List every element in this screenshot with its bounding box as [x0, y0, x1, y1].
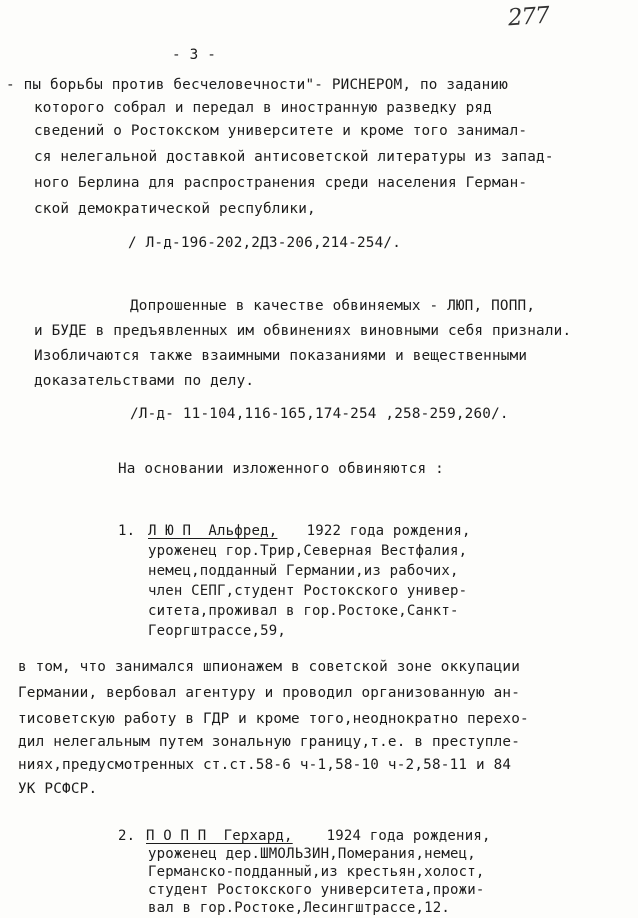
paragraph1-line: сведений о Ростокском университете и кроме того занимал- [34, 123, 528, 139]
paragraph1-line: - пы борьбы против бесчеловечности"- РИСНЕРОМ, по заданию [6, 77, 509, 93]
charge-line: Германии, вербовал агентуру и проводил организованную ан- [18, 685, 521, 701]
accused-detail-line: уроженец дер.ШМОЛЬЗИН,Померания,немец, [148, 846, 476, 862]
accused-detail-line: немец,подданный Германии,из рабочих, [148, 563, 459, 579]
charge-heading: На основании изложенного обвиняются : [118, 461, 444, 477]
accused-detail-line: уроженец гор.Трир,Северная Вестфалия, [148, 543, 468, 559]
charge-line: в том, что занимался шпионажем в советской зоне оккупации [18, 659, 521, 675]
accused-detail-line: Германско-подданный,из крестьян,холост, [148, 864, 485, 880]
paragraph1-line: ного Берлина для распространения среди населения Герман- [34, 175, 528, 191]
accused-detail-line: вал в гор.Ростоке,Лесингштрассе,12. [148, 900, 451, 916]
accused-detail-line: 1922 года рождения, [298, 523, 471, 539]
accused-detail-line: Георгштрассе,59, [148, 623, 287, 639]
case-reference: / Л-д-196-202,2ДЗ-206,214-254/. [128, 235, 402, 251]
charge-line: тисоветскую работу в ГДР и кроме того,неоднократно перехо- [18, 711, 529, 727]
paragraph1-line: ся нелегальной доставкой антисоветской литературы из запад- [34, 149, 554, 165]
case-reference: /Л-д- 11-104,116-165,174-254 ,258-259,260/. [130, 406, 509, 422]
paragraph1-line: ской демократической республики, [34, 201, 316, 217]
accused-detail-line: студент Ростокского университета,прожи- [148, 882, 485, 898]
accused-detail-line: 1924 года рождения, [318, 828, 491, 844]
handwritten-page-mark: 277 [507, 2, 550, 32]
charge-line: ниях,предусмотренных ст.ст.58-6 ч-1,58-10 ч-2,58-11 и 84 [18, 757, 512, 773]
charge-line: УК РСФСР. [18, 781, 98, 797]
paragraph2-line: Допрошенные в качестве обвиняемых - ЛЮП, ПОПП, [130, 298, 536, 314]
paragraph2-line: и БУДЕ в предъявленных им обвинениях виновными себя признали. [34, 323, 572, 339]
accused-number: 2. [118, 828, 136, 844]
paragraph1-line: которого собрал и передал в иностранную разведку ряд [34, 100, 492, 116]
charge-line: дил нелегальным путем зональную границу,т.е. в преступле- [18, 734, 521, 750]
paragraph2-line: доказательствами по делу. [34, 373, 255, 389]
paragraph2-line: Изобличаются также взаимными показаниями и вещественными [34, 348, 528, 364]
accused-detail-line: ситета,проживал в гор.Ростоке,Санкт- [148, 603, 459, 619]
accused-name: Л Ю П Альфред, [148, 523, 278, 539]
page-number: - 3 - [172, 47, 217, 63]
accused-detail-line: член СЕПГ,студент Ростокского универ- [148, 583, 468, 599]
accused-name: П О П П Герхард, [146, 828, 293, 844]
accused-number: 1. [118, 523, 136, 539]
